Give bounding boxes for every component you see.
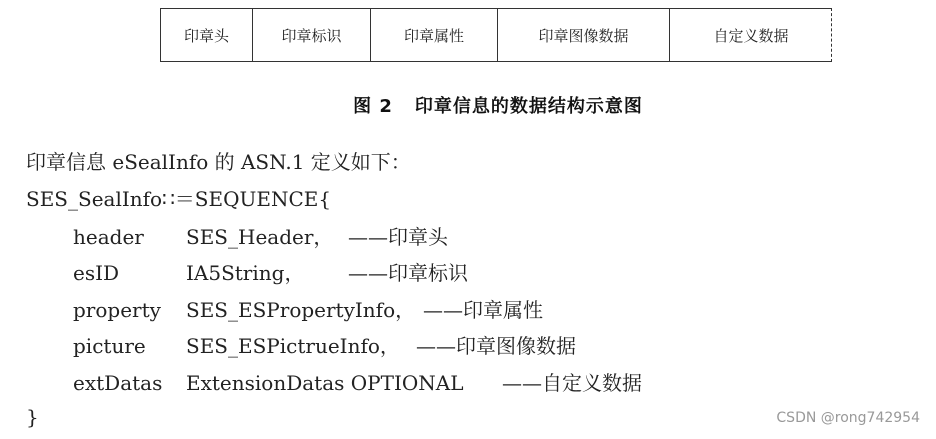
field-type: ExtensionDatas OPTIONAL <box>186 371 464 395</box>
field-row-property <box>73 296 543 324</box>
field-name: extDatas <box>73 371 163 395</box>
struct-cell-header: 印章头 <box>160 9 252 61</box>
field-comment: ——印章标识 <box>348 261 468 285</box>
closing-brace: } <box>26 405 39 429</box>
field-type: SES_ESPropertyInfo， <box>186 298 416 322</box>
intro-text: 印章信息 eSealInfo 的 ASN.1 定义如下： <box>26 150 411 174</box>
field-row-extdatas <box>73 369 642 397</box>
field-row-esid <box>73 259 468 287</box>
field-row-picture <box>73 332 576 360</box>
field-row-header <box>73 223 448 251</box>
struct-cell-property: 印章属性 <box>370 9 497 61</box>
asn1-declaration: SES_SealInfo∷＝SEQUENCE{ <box>26 187 332 211</box>
field-comment: ——印章属性 <box>423 298 543 322</box>
optional-dashed-border <box>668 8 832 62</box>
figure-number: 图 2 <box>353 96 393 117</box>
field-name: picture <box>73 334 146 358</box>
field-type: IA5String， <box>186 261 305 285</box>
struct-cell-esid: 印章标识 <box>252 9 370 61</box>
field-name: property <box>73 298 161 322</box>
struct-cell-picture: 印章图像数据 <box>497 9 669 61</box>
csdn-watermark: CSDN @rong742954 <box>776 410 920 426</box>
field-comment: ——自定义数据 <box>502 371 642 395</box>
field-comment: ——印章头 <box>348 225 448 249</box>
figure-caption <box>0 92 936 118</box>
figure-title: 印章信息的数据结构示意图 <box>414 96 643 117</box>
field-name: header <box>73 225 144 249</box>
field-type: SES_Header， <box>186 225 334 249</box>
struct-cell-extdatas: 自定义数据 <box>669 9 832 61</box>
field-comment: ——印章图像数据 <box>416 334 576 358</box>
field-type: SES_ESPictrueInfo， <box>186 334 400 358</box>
field-name: esID <box>73 261 120 285</box>
seal-info-structure-table <box>160 8 832 62</box>
